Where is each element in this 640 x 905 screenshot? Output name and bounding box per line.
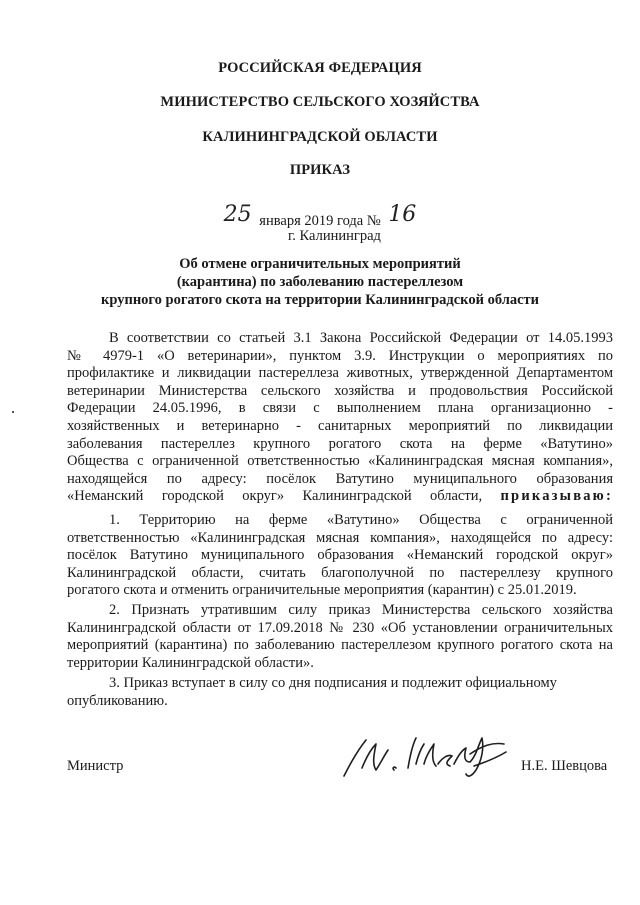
header-country: РОССИЙСКАЯ ФЕДЕРАЦИЯ — [218, 60, 422, 76]
handwritten-signature — [336, 724, 516, 784]
item-3 — [67, 675, 613, 710]
text-line: Калининградской области от 17.09.2018 № 230 «Об установлении ограничительных — [67, 619, 613, 636]
text-line — [67, 488, 613, 506]
date-text: января 2019 года № — [259, 213, 381, 229]
header-ministry: МИНИСТЕРСТВО СЕЛЬСКОГО ХОЗЯЙСТВА — [160, 94, 480, 110]
text-line: ветеринарии Министерства сельского хозяйства и продовольствия Российской — [67, 382, 613, 399]
signatory-name: Н.Е. Шевцова — [521, 758, 608, 774]
text-line: рогатого скота и отменить ограничительные мероприятия (карантин) с 25.01.2019. — [67, 582, 577, 599]
text-line: опубликованию. — [67, 692, 168, 709]
text-line: мероприятий (карантина) по заболеванию пастереллезом крупного рогатого скота на — [67, 637, 613, 654]
title-line-1: Об отмене ограничительных мероприятий — [179, 256, 461, 272]
text-line: территории Калининградской области». — [67, 654, 314, 671]
text-line: хозяйственных и ветеринарно - санитарных мероприятий по ликвидации — [67, 417, 613, 434]
title-line-3: крупного рогатого скота на территории Калининградской области — [100, 292, 540, 308]
text-line: профилактике и ликвидации пастереллеза животных, утвержденной Департаментом — [67, 365, 613, 382]
signatory-position: Министр — [67, 758, 124, 774]
header-doc-type: ПРИКАЗ — [289, 162, 351, 178]
paragraph-preamble — [67, 330, 613, 506]
text-line: 2. Признать утратившим силу приказ Министерства сельского хозяйства — [109, 602, 613, 618]
text-line: Федерации 24.05.1996, в связи с выполнением плана организационно - — [67, 400, 613, 417]
title-line-2: (карантина) по заболеванию пастереллезом — [176, 274, 464, 290]
city: г. Калининград — [288, 228, 381, 244]
order-word: приказываю: — [500, 488, 613, 505]
item-1 — [67, 512, 613, 600]
text-line: посёлок Ватутино муниципального образования «Неманский городской округ» — [67, 547, 613, 564]
text-line: 3. Приказ вступает в силу со дня подписания и подлежит официальному — [109, 675, 557, 691]
text-line: В соответствии со статьей 3.1 Закона Российской Федерации от 14.05.1993 — [109, 330, 613, 346]
header-region: КАЛИНИНГРАДСКОЙ ОБЛАСТИ — [202, 129, 438, 145]
text-line: Общества с ограниченной ответственностью «Калининградская мясная компания», — [67, 453, 613, 470]
text-line: находящейся по адресу: посёлок Ватутино муниципального образования — [67, 470, 613, 487]
text-line: Калининградской области, считать благополучной по пастереллезу крупного — [67, 564, 613, 581]
scan-dot — [12, 411, 14, 413]
text-line: 1. Территорию на ферме «Ватутино» Общества с ограниченной — [109, 512, 613, 528]
handwritten-day: 25 — [223, 202, 252, 227]
item-2 — [67, 602, 613, 672]
text-segment: «Неманский городской округ» Калининградской области, — [67, 488, 483, 505]
handwritten-number: 16 — [388, 202, 417, 227]
text-line: № 4979-1 «О ветеринарии», пунктом 3.9. Инструкции о мероприятиях по — [67, 347, 613, 364]
text-line: заболевания пастереллез крупного рогатого скота на ферме «Ватутино» — [67, 435, 613, 452]
text-line: ответственностью «Калининградская мясная компания», находящейся по адресу: — [67, 529, 613, 546]
